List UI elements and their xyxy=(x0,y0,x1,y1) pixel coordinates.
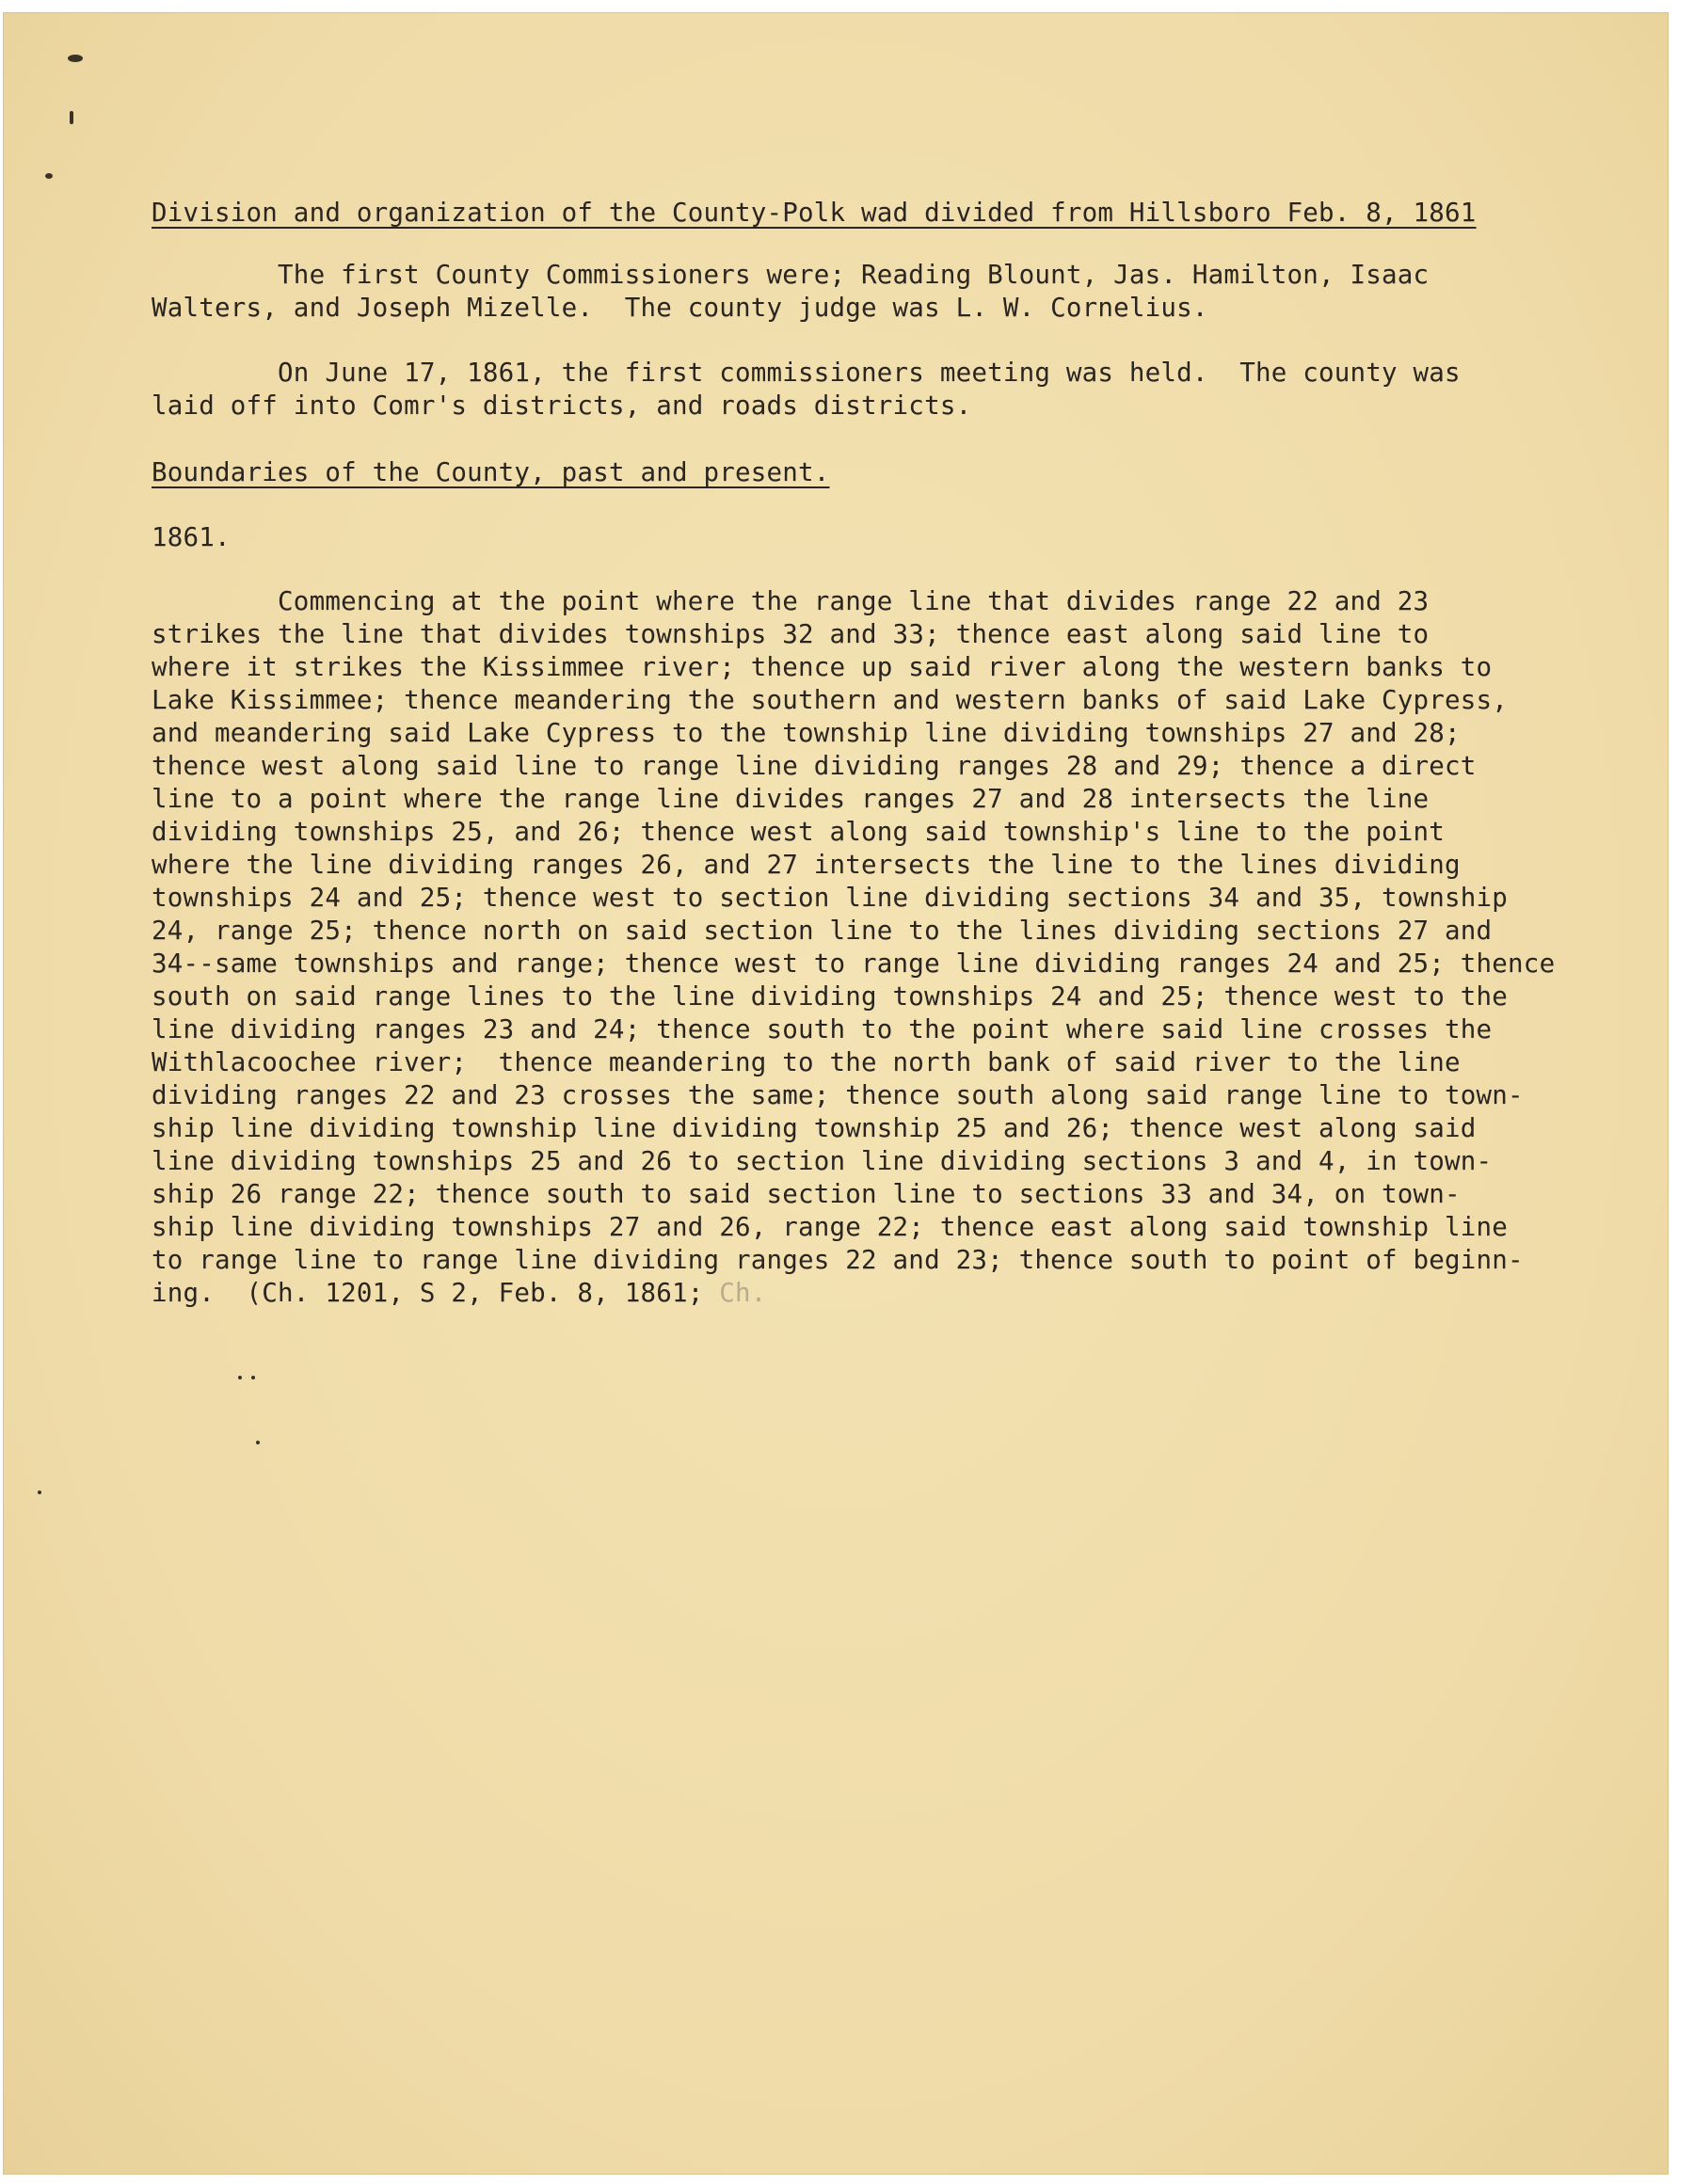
ink-speck xyxy=(70,111,73,124)
text-line: dividing ranges 22 and 23 crosses the same; thence south along said range line to town- xyxy=(152,1080,1524,1110)
text-line: thence west along said line to range line dividing ranges 28 and 29; thence a direct xyxy=(152,751,1477,781)
heading-division-text: Division and organization of the County-Polk wad divided from Hillsboro Feb. 8, 1861 xyxy=(152,198,1477,228)
text-line: On June 17, 1861, the first commissioners meeting was held. The county was xyxy=(152,358,1461,388)
text-line: where it strikes the Kissimmee river; thence up said river along the western banks to xyxy=(152,652,1493,682)
text-line: Commencing at the point where the range line that divides range 22 and 23 xyxy=(152,586,1430,616)
text-line: strikes the line that divides townships 32 and 33; thence east along said line to xyxy=(152,619,1430,649)
ink-speck xyxy=(68,55,83,62)
text-line: line dividing ranges 23 and 24; thence south to the point where said line crosses the xyxy=(152,1014,1493,1044)
heading-boundaries-text: Boundaries of the County, past and present. xyxy=(152,457,830,487)
ink-speck xyxy=(256,1441,260,1444)
text-line: townships 24 and 25; thence west to section line dividing sections 34 and 35, township xyxy=(152,883,1509,913)
paragraph-boundary-description xyxy=(152,585,1620,1310)
text-line: laid off into Comr's districts, and roads districts. xyxy=(152,391,972,421)
text-line: Withlacoochee river; thence meandering to the north bank of said river to the line xyxy=(152,1047,1461,1077)
text-line: line dividing townships 25 and 26 to section line dividing sections 3 and 4, in town- xyxy=(152,1146,1493,1176)
citation-faded-text: Ch. xyxy=(719,1278,767,1308)
citation-text: ing. (Ch. 1201, S 2, Feb. 8, 1861; xyxy=(152,1278,720,1308)
text-line: 34--same townships and range; thence west to range line dividing ranges 24 and 25; thence xyxy=(152,949,1556,979)
paragraph-commissioners xyxy=(152,259,1620,325)
text-line: line to a point where the range line divides ranges 27 and 28 intersects the line xyxy=(152,784,1430,814)
text-line: south on said range lines to the line dividing townships 24 and 25; thence west to the xyxy=(152,981,1509,1012)
heading-boundaries xyxy=(152,457,1620,487)
ink-speck xyxy=(251,1376,255,1379)
text-line: ship line dividing townships 27 and 26, range 22; thence east along said township line xyxy=(152,1212,1509,1242)
text-line: The first County Commissioners were; Reading Blount, Jas. Hamilton, Isaac xyxy=(152,260,1430,290)
year-text: 1861. xyxy=(152,522,231,552)
text-line: Lake Kissimmee; thence meandering the southern and western banks of said Lake Cypress, xyxy=(152,685,1509,715)
text-line: to range line to range line dividing ranges 22 and 23; thence south to point of beginn- xyxy=(152,1245,1524,1275)
text-line: Walters, and Joseph Mizelle. The county judge was L. W. Cornelius. xyxy=(152,293,1208,323)
year-label xyxy=(152,521,1620,554)
text-line: where the line dividing ranges 26, and 27 intersects the line to the lines dividing xyxy=(152,850,1461,880)
text-line: ship line dividing township line dividing township 25 and 26; thence west along said xyxy=(152,1113,1477,1143)
text-line-last xyxy=(152,1277,1620,1310)
text-line: dividing townships 25, and 26; thence west along said township's line to the point xyxy=(152,817,1446,847)
document-page xyxy=(4,13,1668,2174)
text-line: and meandering said Lake Cypress to the township line dividing townships 27 and 28; xyxy=(152,718,1461,748)
heading-division xyxy=(152,198,1620,228)
ink-speck xyxy=(238,1376,242,1379)
text-line: ship 26 range 22; thence south to said section line to sections 33 and 34, on town- xyxy=(152,1179,1461,1209)
ink-speck xyxy=(45,173,53,179)
paragraph-first-meeting xyxy=(152,357,1620,422)
text-line: 24, range 25; thence north on said section line to the lines dividing sections 27 and xyxy=(152,916,1493,946)
ink-speck xyxy=(38,1491,41,1494)
